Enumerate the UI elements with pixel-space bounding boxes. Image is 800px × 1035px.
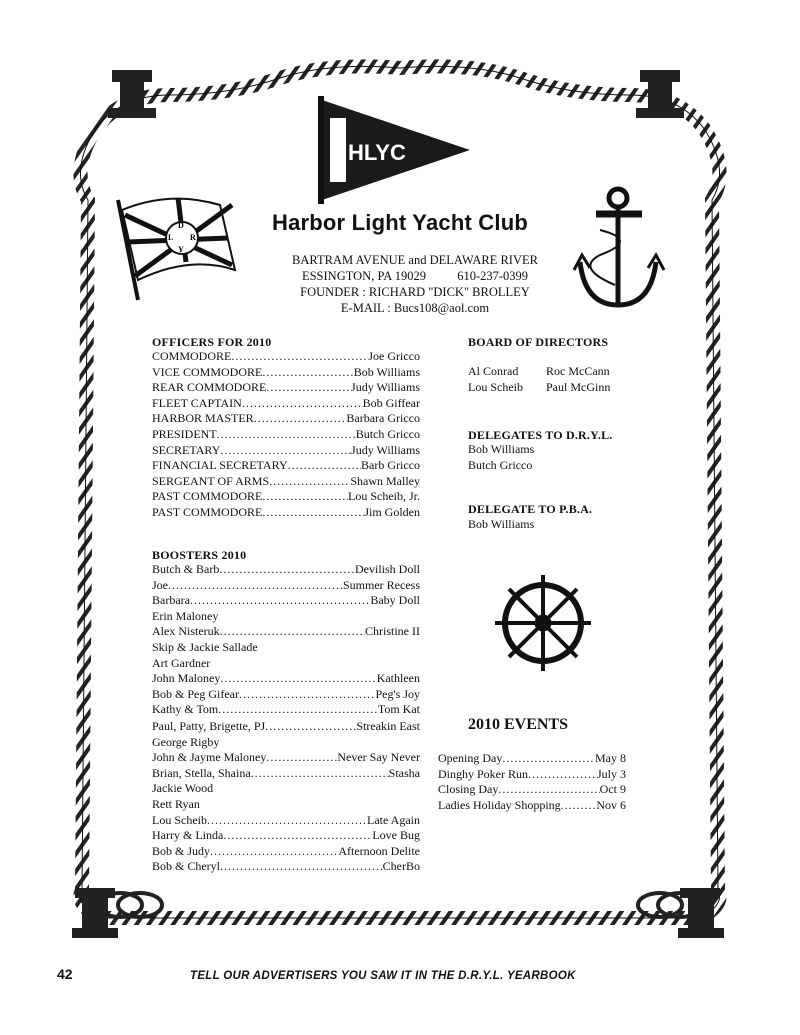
officer-row-label: COMMODORE [152,349,232,363]
officers-list [152,349,420,521]
booster-row-value: Love Bug [372,828,420,843]
flag-letter-l: L [168,233,174,242]
booster-row [152,640,420,656]
booster-row-value: Tom Kat [377,702,420,717]
events-list [438,751,626,813]
officer-row [152,489,420,505]
officer-row [152,505,420,521]
dot-leader [220,443,351,459]
dot-leader [498,782,599,798]
address-line: ESSINGTON, PA 19029 610-237-0399 [301,269,529,283]
club-pennant [318,96,470,204]
event-row [438,751,626,767]
booster-row [152,687,420,703]
booster-row-label: Butch & Barb [152,562,220,576]
event-row-label: Closing Day [438,782,499,797]
dot-leader [223,828,372,844]
dot-leader [265,719,356,735]
dot-leader [219,562,355,578]
dot-leader [269,474,350,490]
officer-row-value: Joe Gricco [368,349,420,363]
footer-tagline: TELL OUR ADVERTISERS YOU SAW IT IN THE D.R.Y.L. YEARBOOK [190,970,576,982]
boosters-list-2 [152,719,420,875]
email-line: E-MAIL : Bucs108@aol.com [340,301,490,315]
officer-row-label: HARBOR MASTER [152,411,254,426]
dot-leader [262,505,364,521]
dot-leader [239,687,376,703]
booster-row-label: Bob & Judy [152,843,211,858]
dot-leader [262,365,353,381]
booster-row [152,781,420,797]
booster-row [152,813,420,829]
dryl-flag [118,198,235,300]
booster-row-value: Devilish Doll [355,562,420,576]
booster-row-label: Brian, Stella, Shaina [152,765,251,780]
officer-row [152,396,420,412]
dot-leader [168,578,343,594]
officer-row [152,474,420,490]
boosters-heading: BOOSTERS 2010 [152,548,247,562]
event-row [438,798,626,814]
booster-row-label: John & Jayme Maloney [152,750,267,765]
flag-letter-r: R [190,233,196,242]
booster-row-label: Kathy & Tom [152,702,219,717]
booster-row [152,828,420,844]
officer-row-value: Barbara Gricco [346,411,420,426]
booster-row [152,719,420,735]
officer-row [152,349,420,365]
dot-leader [220,859,383,875]
booster-row-value: Stasha [388,765,420,780]
booster-row-label: John Maloney [152,671,221,686]
officer-row-value: Lou Scheib, Jr. [348,489,420,504]
ship-wheel-icon [495,575,591,671]
booster-row-value: Streakin East [356,719,420,733]
dot-leader [220,671,376,687]
booster-row-label: Harry & Linda [152,828,224,843]
booster-row-label: Jackie Wood [152,781,214,796]
booster-row-value: Summer Recess [343,577,420,592]
booster-row [152,593,420,609]
booster-row-label: Erin Maloney [152,608,219,623]
officer-row-label: PRESIDENT [152,426,217,441]
officer-row-label: FINANCIAL SECRETARY [152,458,288,473]
dot-leader [561,798,597,814]
officer-row [152,411,420,427]
booster-row-value: CherBo [382,859,420,874]
officer-row-value: Barb Gricco [361,458,420,473]
board-member: Paul McGinn [546,379,611,394]
officer-row-value: Jim Golden [364,504,420,519]
booster-row-label: Alex Nisteruk [152,624,220,639]
officers-heading: OFFICERS FOR 2010 [152,335,272,349]
page-number: 42 [57,966,73,982]
dot-leader [502,751,595,767]
dot-leader [210,844,338,860]
pba-list [468,517,534,533]
booster-row [152,735,420,751]
booster-row-label: George Rigby [152,734,220,749]
officer-row-label: VICE COMMODORE [152,364,263,379]
booster-row [152,609,420,625]
flag-letter-d: D [178,221,184,230]
officer-row [152,458,420,474]
flag-letter-y: Y [178,245,184,254]
booster-row [152,562,420,578]
booster-row [152,750,420,766]
founder-line: FOUNDER : RICHARD "DICK" BROLLEY [300,285,530,299]
dot-leader [231,349,368,365]
officer-row [152,380,420,396]
booster-row [152,702,420,718]
officer-row-label: PAST COMMODORE [152,489,263,504]
delegate-name: Bob Williams [468,517,535,531]
dot-leader [288,458,361,474]
event-row [438,782,626,798]
officer-row-label: FLEET CAPTAIN [152,395,242,410]
officer-row-label: REAR COMMODORE [152,380,267,395]
event-row-value: Nov 6 [596,797,626,812]
event-row-label: Ladies Holiday Shopping [438,797,561,812]
club-address [250,252,580,316]
anchor-icon [574,189,664,305]
dryl-list [468,442,534,473]
booster-row [152,797,420,813]
dot-leader [218,702,378,718]
dot-leader [262,489,348,505]
dot-leader [190,593,370,609]
booster-row-label: Art Gardner [152,655,211,670]
officer-row-label: SECRETARY [152,442,221,457]
officer-row-value: Bob Giffear [362,395,420,410]
booster-row-label: Rett Ryan [152,796,200,811]
event-row-value: May 8 [595,751,626,765]
officer-row-value: Judy Williams [351,380,420,395]
officer-row [152,427,420,443]
event-row-label: Opening Day [438,751,503,765]
delegate-name: Bob Williams [468,442,535,456]
booster-row-label: Joe [152,577,168,592]
dot-leader [254,411,347,427]
booster-row-value: Late Again [367,812,420,827]
dot-leader [266,380,351,396]
booster-row-label: Lou Scheib [152,812,207,827]
club-title: Harbor Light Yacht Club [272,210,528,235]
dryl-heading: DELEGATES TO D.R.Y.L. [468,428,613,442]
officer-row-value: Bob Williams [353,364,420,379]
booster-row-value: Afternoon Delite [338,843,420,858]
booster-row [152,671,420,687]
booster-row-label: Barbara [152,593,190,608]
officer-row-label: SERGEANT OF ARMS [152,473,270,488]
pennant-text: HLYC [348,140,406,165]
booster-row-value: Baby Doll [370,593,420,608]
boosters-list [152,562,420,718]
board-heading: BOARD OF DIRECTORS [468,335,609,349]
officer-row-value: Judy Williams [351,442,420,457]
dot-leader [217,427,356,443]
event-row-value: Oct 9 [599,782,626,797]
officer-row-label: PAST COMMODORE [152,504,263,519]
event-row-value: July 3 [596,766,626,781]
pba-heading: DELEGATE TO P.B.A. [468,502,593,516]
booster-row [152,844,420,860]
officer-row-value: Butch Gricco [355,426,420,441]
board-member: Roc McCann [546,364,610,378]
events-heading: 2010 EVENTS [468,716,569,733]
booster-row-label: Paul, Patty, Brigette, PJ [152,719,266,733]
dot-leader [220,624,365,640]
event-row-label: Dinghy Poker Run [438,766,528,781]
officer-row [152,443,420,459]
booster-row [152,624,420,640]
booster-row-label: Bob & Cheryl [152,859,220,874]
booster-row-value: Never Say Never [337,750,420,765]
booster-row-label: Bob & Peg Gifear [152,686,239,701]
dot-leader [251,766,389,782]
address-line: BARTRAM AVENUE and DELAWARE RIVER [292,253,538,267]
dot-leader [266,750,337,766]
board-member: Lou Scheib [468,379,523,394]
booster-row [152,766,420,782]
booster-row-value: Christine II [365,624,420,639]
board-list [468,364,624,395]
booster-row-label: Skip & Jackie Sallade [152,639,258,654]
officer-row [152,365,420,381]
booster-row [152,578,420,594]
board-member: Al Conrad [468,364,519,378]
booster-row-value: Kathleen [376,671,420,686]
booster-row-value: Peg's Joy [375,686,420,701]
dot-leader [207,813,367,829]
dot-leader [528,767,597,783]
delegate-name: Butch Gricco [468,457,533,472]
officer-row-value: Shawn Malley [350,473,420,488]
dot-leader [242,396,363,412]
event-row [438,767,626,783]
booster-row [152,859,420,875]
booster-row [152,656,420,672]
